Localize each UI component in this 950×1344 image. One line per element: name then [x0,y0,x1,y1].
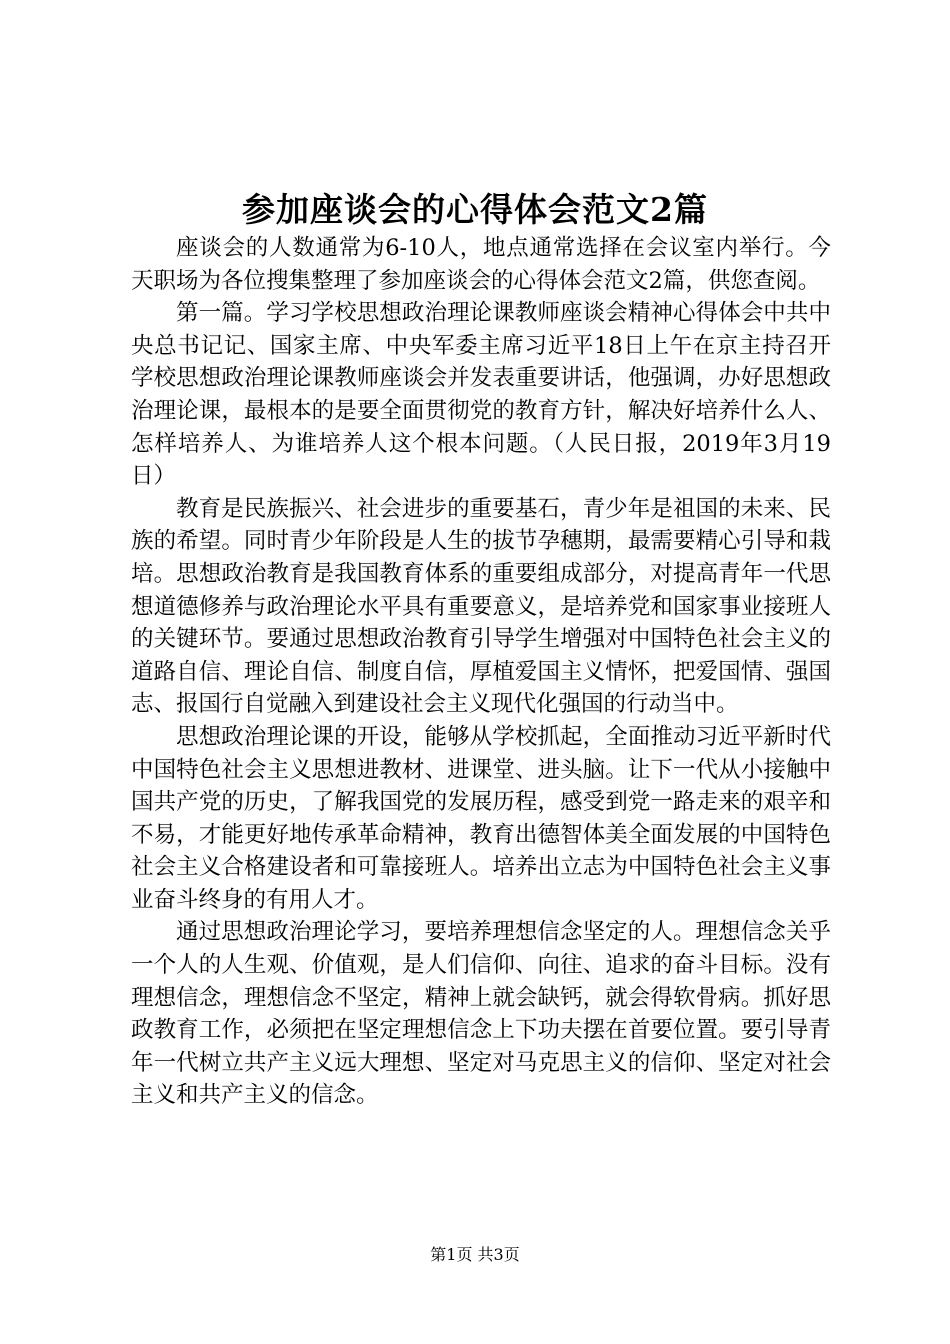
page-number-footer: 第1页 共3页 [430,1245,520,1264]
paragraph-intro: 座谈会的人数通常为6-10人，地点通常选择在会议室内举行。今天职场为各位搜集整理了参加座谈会的心得体会范文2篇，供您查阅。 [131,235,831,294]
document-title: 参加座谈会的心得体会范文2篇 [242,190,708,229]
paragraph-course-opening: 思想政治理论课的开设，能够从学校抓起，全面推动习近平新时代中国特色社会主义思想进教材、进课堂、进头脑。让下一代从小接触中国共产党的历史，了解我国党的发展历程，感受到党一路走来的艰辛和不易，才能更好地传承革命精神，教育出德智体美全面发展的中国特色社会主义合格建设者和可靠接班人。培养出立志为中国特色社会主义事业奋斗终身的有用人才。 [131,723,831,913]
paragraph-ideals-beliefs: 通过思想政治理论学习，要培养理想信念坚定的人。理想信念关乎一个人的人生观、价值观，是人们信仰、向往、追求的奋斗目标。没有理想信念，理想信念不坚定，精神上就会缺钙，就会得软骨病。抓好思政教育工作，必须把在坚定理想信念上下功夫摆在首要位置。要引导青年一代树立共产主义远大理想、坚定对马克思主义的信仰、坚定对社会主义和共产主义的信念。 [131,919,831,1109]
paragraph-first-article: 第一篇。学习学校思想政治理论课教师座谈会精神心得体会中共中央总书记记、国家主席、中央军委主席习近平18日上午在京主持召开学校思想政治理论课教师座谈会并发表重要讲话，他强调，办好思想政治理论课，最根本的是要全面贯彻党的教育方针，解决好培养什么人、怎样培养人、为谁培养人这个根本问题。（人民日报，2019年3月19日） [131,300,831,490]
document-body [131,232,831,1112]
paragraph-education-foundation: 教育是民族振兴、社会进步的重要基石，青少年是祖国的未来、民族的希望。同时青少年阶段是人生的拔节孕穗期，最需要精心引导和栽培。思想政治教育是我国教育体系的重要组成部分，对提高青年一代思想道德修养与政治理论水平具有重要意义，是培养党和国家事业接班人的关键环节。要通过思想政治教育引导学生增强对中国特色社会主义的道路自信、理论自信、制度自信，厚植爱国主义情怀，把爱国情、强国志、报国行自觉融入到建设社会主义现代化强国的行动当中。 [131,495,831,718]
